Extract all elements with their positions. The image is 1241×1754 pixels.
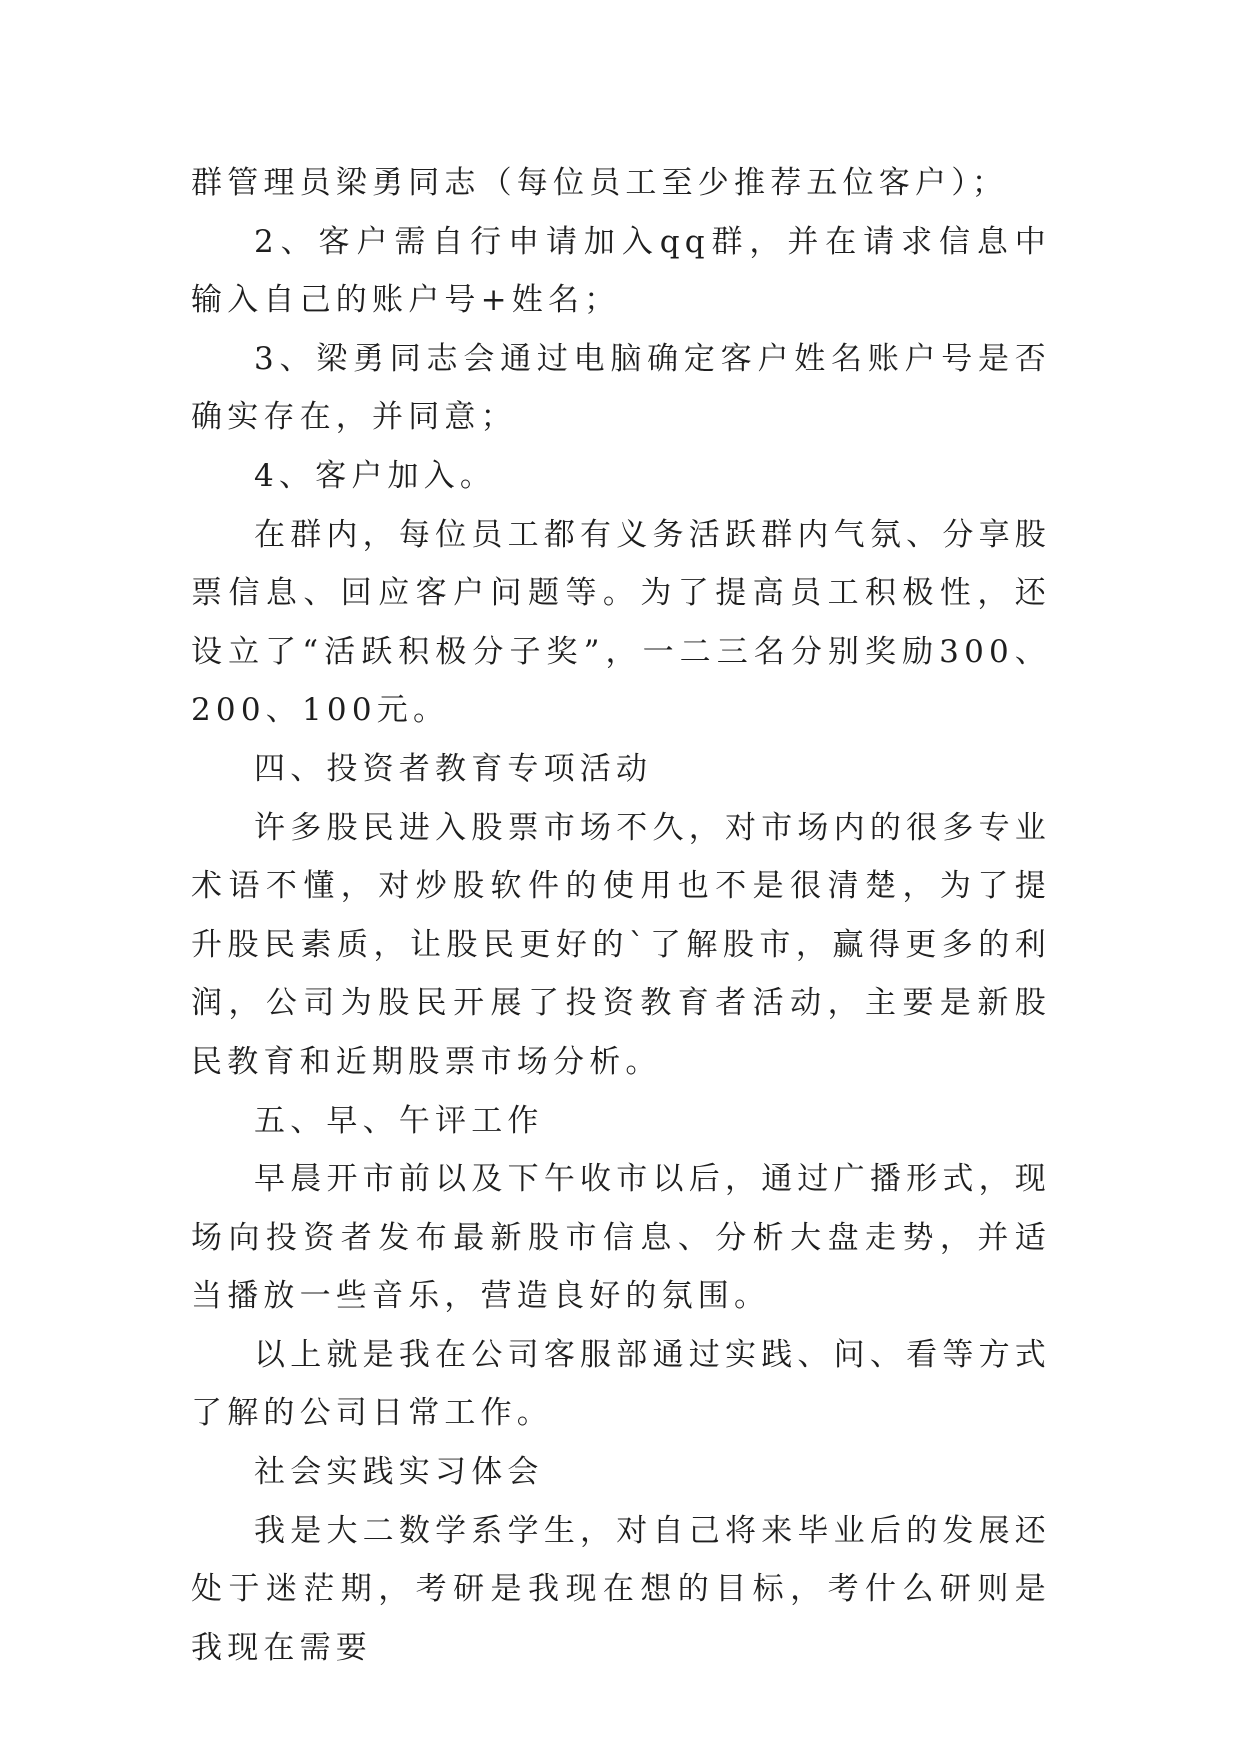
section-heading-market-comments: 五、早、午评工作 bbox=[254, 1102, 544, 1139]
paragraph-group-admin: 群管理员梁勇同志（每位员工至少推荐五位客户）； bbox=[191, 165, 1009, 201]
paragraph-internship-reflection: 我是大二数学系学生，对自己将来毕业后的发展还处于迷茫期，考研是我现在想的目标，考什么研则是我现在需要 bbox=[191, 1512, 1051, 1666]
section-heading-internship-reflection: 社会实践实习体会 bbox=[254, 1454, 544, 1491]
paragraph-step-3: 3、梁勇同志会通过电脑确定客户姓名账户号是否确实存在，并同意； bbox=[191, 340, 1051, 436]
paragraph-market-comments: 早晨开市前以及下午收市以后，通过广播形式，现场向投资者发布最新股市信息、分析大盘走势，并适当播放一些音乐，营造良好的氛围。 bbox=[191, 1161, 1051, 1315]
section-heading-investor-education: 四、投资者教育专项活动 bbox=[254, 750, 653, 787]
paragraph-group-activity: 在群内，每位员工都有义务活跃群内气氛、分享股票信息、回应客户问题等。为了提高员工积极性，还设立了“活跃积极分子奖”，一二三名分别奖励300、200、100元。 bbox=[191, 516, 1051, 729]
paragraph-investor-education: 许多股民进入股票市场不久，对市场内的很多专业术语不懂，对炒股软件的使用也不是很清楚，为了提升股民素质，让股民更好的`了解股市，赢得更多的利润，公司为股民开展了投资教育者活动，主要是新股民教育和近期股票市场分析。 bbox=[191, 809, 1051, 1080]
paragraph-step-4: 4、客户加入。 bbox=[254, 457, 497, 494]
paragraph-summary: 以上就是我在公司客服部通过实践、问、看等方式了解的公司日常工作。 bbox=[191, 1336, 1051, 1432]
paragraph-step-2: 2、客户需自行申请加入qq群，并在请求信息中输入自己的账户号+姓名； bbox=[191, 223, 1051, 319]
document-body bbox=[191, 154, 1051, 1677]
